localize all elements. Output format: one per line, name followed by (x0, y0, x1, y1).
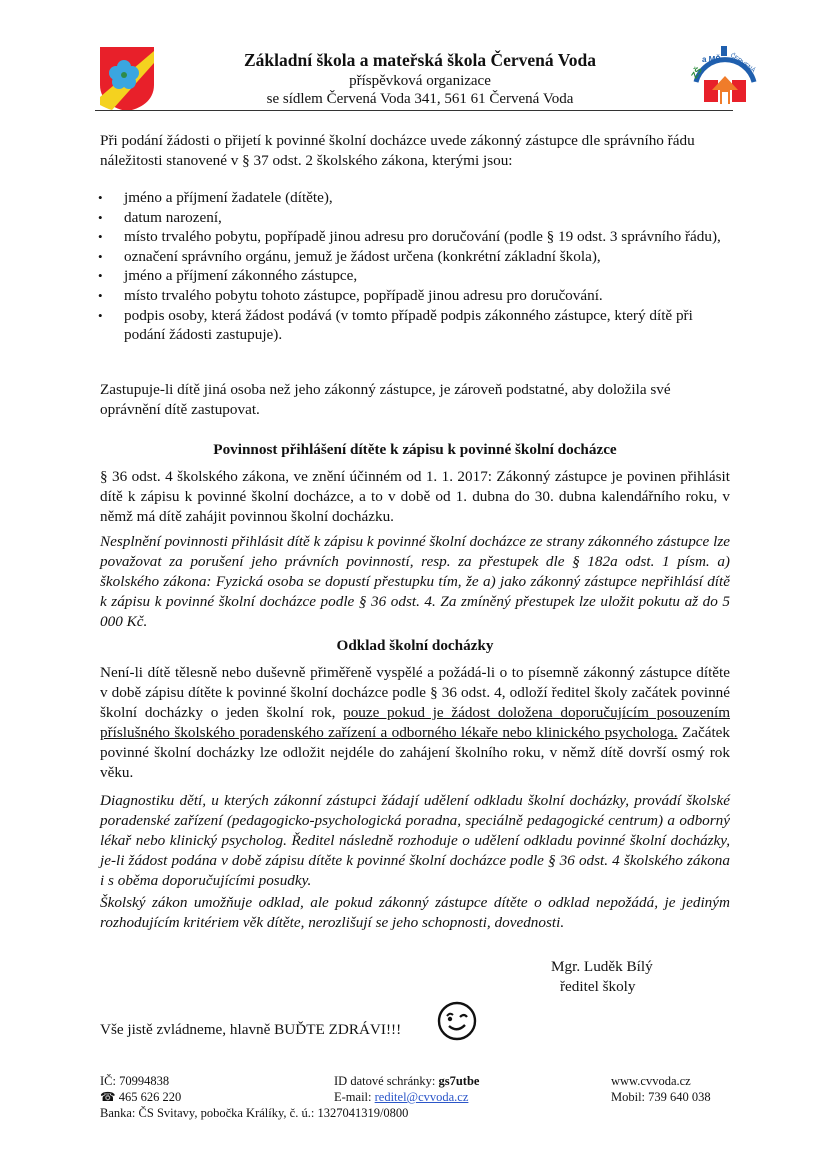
footer-email (334, 1089, 468, 1105)
registration-penalty-paragraph: Nesplnění povinnosti přihlásit dítě k zápisu k povinné školní docházce ze strany zákonného zástupce lze považovat za porušení jeho právních povinností, resp. za přestupek dle § 182a odst. 1 písm. a) školského zákona: Fyzická osoba se dopustí přestupku tím, že a) jako zákonný zástupce nepřihlásí dítě k zápisu k povinné školní docházce podle § 36 odst. 4. Za zmíněný přestupek lze uložit pokutu až do 5 000 Kč. (100, 533, 730, 630)
required-items-list (100, 188, 730, 345)
school-name: Základní škola a mateřská škola Červená Voda (243, 50, 596, 70)
list-item: • místo trvalého pobytu tohoto zástupce, popřípadě jinou adresu pro doručování. (100, 286, 730, 306)
header-divider (95, 110, 733, 111)
school-subtitle: příspěvková organizace (349, 73, 491, 89)
svg-text:a MŠ: a MŠ (702, 55, 721, 64)
footer-mobile: Mobil: 739 640 038 (611, 1090, 711, 1104)
email-label: E-mail: (334, 1090, 375, 1104)
registration-paragraph: § 36 odst. 4 školského zákona, ve znění účinném od 1. 1. 2017: Zákonný zástupce je povinen přihlásit dítě k zápisu k povinné školní docházce, a to v době od 1. dubna do 30. dubna kalendářního roku, v němž má dítě zahájit povinnou školní docházku. (100, 468, 730, 525)
school-logo (690, 42, 760, 110)
list-item: • podpis osoby, která žádost podává (v tomto případě podpis zákonného zástupce, který dítě při podání žádosti zastupuje). (100, 306, 730, 345)
list-item: • označení správního orgánu, jemuž je žádost určena (konkrétní základní škola), (100, 247, 730, 267)
signature-role: ředitel školy (560, 978, 636, 995)
school-address: se sídlem Červená Voda 341, 561 61 Červená Voda (266, 91, 574, 107)
list-item: • jméno a příjmení žadatele (dítěte), (100, 188, 730, 208)
section-heading-deferral: Odklad školní docházky (336, 637, 494, 654)
deferral-condition-underlined: pouze pokud je žádost doložena doporučujícím posouzením příslušného školského poradenského zařízení a odborného lékaře nebo klinického psychologa. (100, 704, 731, 741)
phone-number: 465 626 220 (118, 1090, 182, 1104)
footer-bank: Banka: ČS Svitavy, pobočka Králíky, č. ú.: 1327041319/0800 (100, 1106, 409, 1120)
deferral-text-after: Začátek povinné školní docházky lze odložit nejdéle do zahájení školního roku, v němž dítě dovrší osmý rok věku. (100, 724, 730, 781)
signature-name: Mgr. Luděk Bílý (551, 958, 653, 975)
email-link[interactable]: reditel@cvvoda.cz (374, 1090, 469, 1104)
closing-text: Vše jistě zvládneme, hlavně BUĎTE ZDRÁVI!!! (100, 1021, 402, 1038)
coat-of-arms-logo (98, 45, 156, 113)
deferral-text: Není-li dítě tělesně nebo duševně přiměřeně vyspělé a požádá-li o to písemně zákonný zástupce dítěte v době zápisu dítěte k povinné školní docházce podle § 36 odst. 4, odloží ředitel školy začátek povinné školní docházky o jeden školní rok, (100, 664, 730, 721)
footer-ico: IČ: 70994838 (100, 1074, 170, 1088)
list-item: • datum narození, (100, 208, 730, 228)
footer-databox (334, 1073, 479, 1089)
footer-phone (100, 1089, 181, 1105)
svg-text:ZŠ: ZŠ (690, 65, 704, 81)
databox-value: gs7utbe (438, 1074, 480, 1088)
representation-paragraph: Zastupuje-li dítě jiná osoba než jeho zákonný zástupce, je zároveň podstatné, aby doložila své oprávnění dítě zastupovat. (100, 381, 671, 418)
law-note-paragraph: Školský zákon umožňuje odklad, ale pokud zákonný zástupce dítěte o odklad nepožádá, je jediným rozhodujícím kritériem věk dítěte, nerozlišují se jeho schopnosti, dovednosti. (100, 894, 730, 931)
phone-icon: ☎ (100, 1090, 116, 1104)
winking-face-icon (436, 1000, 478, 1042)
section-heading-registration: Povinnost přihlášení dítěte k zápisu k povinné školní docházce (213, 441, 617, 458)
footer-web: www.cvvoda.cz (611, 1074, 691, 1088)
intro-paragraph: Při podání žádosti o přijetí k povinné školní docházce uvede zákonný zástupce dle správního řádu náležitosti stanovené v § 37 odst. 2 školského zákona, kterými jsou: (100, 132, 695, 169)
svg-text:ČERVENÁ: ČERVENÁ (728, 52, 756, 75)
list-item: • místo trvalého pobytu, popřípadě jinou adresu pro doručování (podle § 19 odst. 3 správního řádu), (100, 227, 730, 247)
deferral-paragraph (100, 663, 730, 783)
list-item: • jméno a příjmení zákonného zástupce, (100, 266, 730, 286)
databox-label: ID datové schránky: (334, 1074, 439, 1088)
diagnostics-paragraph: Diagnostiku dětí, u kterých zákonní zástupci žádají udělení odkladu školní docházky, provádí školské poradenské zařízení (pedagogicko-psychologická poradna, speciálně pedagogické centrum) a odborný lékař nebo klinický psycholog. Ředitel následně rozhoduje o udělení odkladu povinné školní docházky, je-li žádost podána v době zápisu dítěte k povinné školní docházce podle § 36 odst. 4 školského zákona i s oběma doporučujícími posudky. (100, 792, 730, 889)
